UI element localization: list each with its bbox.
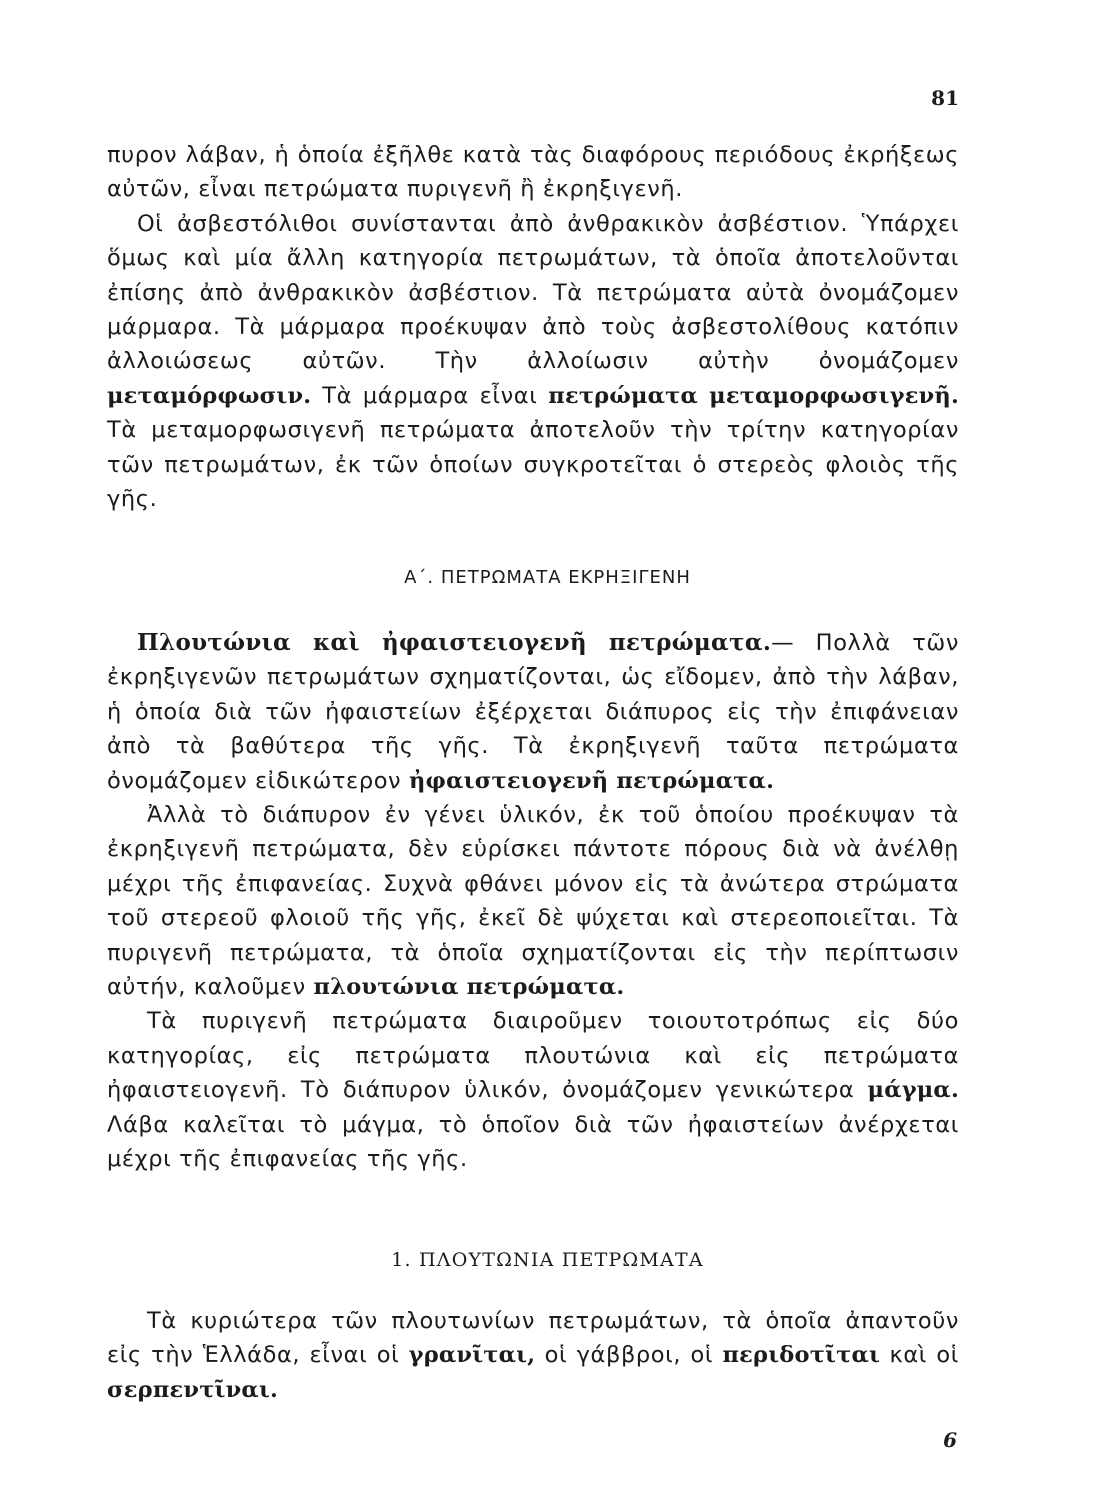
paragraph-text: Τὰ μεταμορφωσιγενῆ πετρώματα ἀποτελοῦν τὴν τρίτην κατηγορίαν τῶν πετρωμάτων, ἐκ τῶν ὁποίων συγκροτεῖται ὁ στερεὸς φλοιὸς τῆς γῆς. xyxy=(107,417,959,513)
term-plutonic-rocks: πλουτώνια πετρώματα. xyxy=(313,974,625,1001)
term-magma: μάγμα. xyxy=(867,1077,959,1104)
paragraph-text: οἱ γάββροι, οἱ xyxy=(544,1342,714,1369)
paragraph xyxy=(107,207,959,517)
paragraph-text: Τὰ πυριγενῆ πετρώματα διαιροῦμεν τοιουτοτρόπως εἰς δύο κατηγορίας, εἰς πετρώματα πλουτώνια καὶ εἰς πετρώματα ἠφαιστειογενῆ. Τὸ διάπυρον ὑλικόν, ὀνομάζομεν γενικώτερα xyxy=(107,1008,959,1104)
paragraph-text: Λάβα καλεῖται τὸ μάγμα, τὸ ὁποῖον διὰ τῶν ἠφαιστείων ἀνέρχεται μέχρι τῆς ἐπιφανείας τῆς γῆς. xyxy=(107,1111,959,1173)
term-metamorphic-rocks: πετρώματα μεταμορφωσιγενῆ. xyxy=(548,382,959,409)
subsection-title: Πλουτώνια καὶ ἠφαιστειογενῆ πετρώματα. xyxy=(137,629,772,656)
term-granites: γρανῖται, xyxy=(408,1342,536,1369)
paragraph xyxy=(107,798,959,1004)
paragraph xyxy=(107,138,959,207)
paragraph-text: Τὰ μάρμαρα εἶναι xyxy=(322,382,538,409)
term-peridotites: περιδοτῖται xyxy=(722,1342,881,1369)
section-1-body xyxy=(107,1304,959,1407)
section-heading-a: Α΄. ΠΕΤΡΩΜΑΤΑ ΕΚΡΗΞΙΓΕΝΗ xyxy=(404,567,691,588)
paragraph xyxy=(107,1304,959,1407)
term-serpentines: σερπεντῖναι. xyxy=(107,1376,279,1403)
paragraph-text: Τὰ κυριώτερα τῶν πλουτωνίων πετρωμάτων, τὰ ὁποῖα ἀπαντοῦν εἰς τὴν Ἑλλάδα, εἶναι οἱ xyxy=(107,1308,959,1369)
paragraph-text: — Πολλὰ τῶν ἐκρηξιγενῶν πετρωμάτων σχηματίζονται, ὡς εἴδομεν, ἀπὸ τὴν λάβαν, ἡ ὁποία διὰ τῶν ἠφαιστείων ἐξέρχεται διάπυρος εἰς τὴν ἐπιφάνειαν ἀπὸ τὰ βαθύτερα τῆς γῆς. Τὰ ἐκρηξιγενῆ ταῦτα πετρώματα ὀνομάζομεν εἰδικώτερον xyxy=(107,630,960,794)
paragraph-text: Οἱ ἀσβεστόλιθοι συνίστανται ἀπὸ ἀνθρακικὸν ἀσβέστιον. Ὑπάρχει ὅμως καὶ μία ἄλλη κατηγορία πετρωμάτων, τὰ ὁποῖα ἀποτελοῦνται ἐπίσης ἀπὸ ἀνθρακικὸν ἀσβέστιον. Τὰ πετρώματα αὐτὰ ὀνομάζομεν μάρμαρα. Τὰ μάρμαρα προέκυψαν ἀπὸ τοὺς ἀσβεστολίθους κατόπιν ἀλλοιώσεως αὐτῶν. Τὴν ἀλλοίωσιν αὐτὴν ὀνομάζομεν xyxy=(107,210,959,375)
signature-mark: 6 xyxy=(943,1428,957,1452)
paragraph-text: πυρον λάβαν, ἡ ὁποία ἐξῆλθε κατὰ τὰς διαφόρους περιόδους ἐκρήξεως αὐτῶν, εἶναι πετρώματα πυριγενῆ ἢ ἐκρηξιγενῆ. xyxy=(107,142,959,203)
term-volcanic-rocks: ἠφαιστειογενῆ πετρώματα. xyxy=(409,767,775,794)
page-number: 81 xyxy=(931,86,959,110)
section-heading-1: 1. ΠΛΟΥΤΩΝΙΑ ΠΕΤΡΩΜΑΤΑ xyxy=(391,1249,704,1271)
term-metamorphosis: μεταμόρφωσιν. xyxy=(107,382,312,409)
paragraph-text: Ἀλλὰ τὸ διάπυρον ἐν γένει ὑλικόν, ἐκ τοῦ ὁποίου προέκυψαν τὰ ἐκρηξιγενῆ πετρώματα, δὲν εὑρίσκει πάντοτε πόρους διὰ νὰ ἀνέλθῃ μέχρι τῆς ἐπιφανείας. Συχνὰ φθάνει μόνον εἰς τὰ ἀνώτερα στρώματα τοῦ στερεοῦ φλοιοῦ τῆς γῆς, ἐκεῖ δὲ ψύχεται καὶ στερεοποιεῖται. Τὰ πυριγενῆ πετρώματα, τὰ ὁποῖα σχηματίζονται εἰς τὴν περίπτωσιν αὐτήν, καλοῦμεν xyxy=(107,802,959,1001)
paragraph-text: καὶ οἱ xyxy=(889,1342,959,1369)
paragraph xyxy=(107,1004,959,1176)
intro-section xyxy=(107,138,959,516)
paragraph xyxy=(107,626,959,798)
section-a-body xyxy=(107,626,959,1177)
